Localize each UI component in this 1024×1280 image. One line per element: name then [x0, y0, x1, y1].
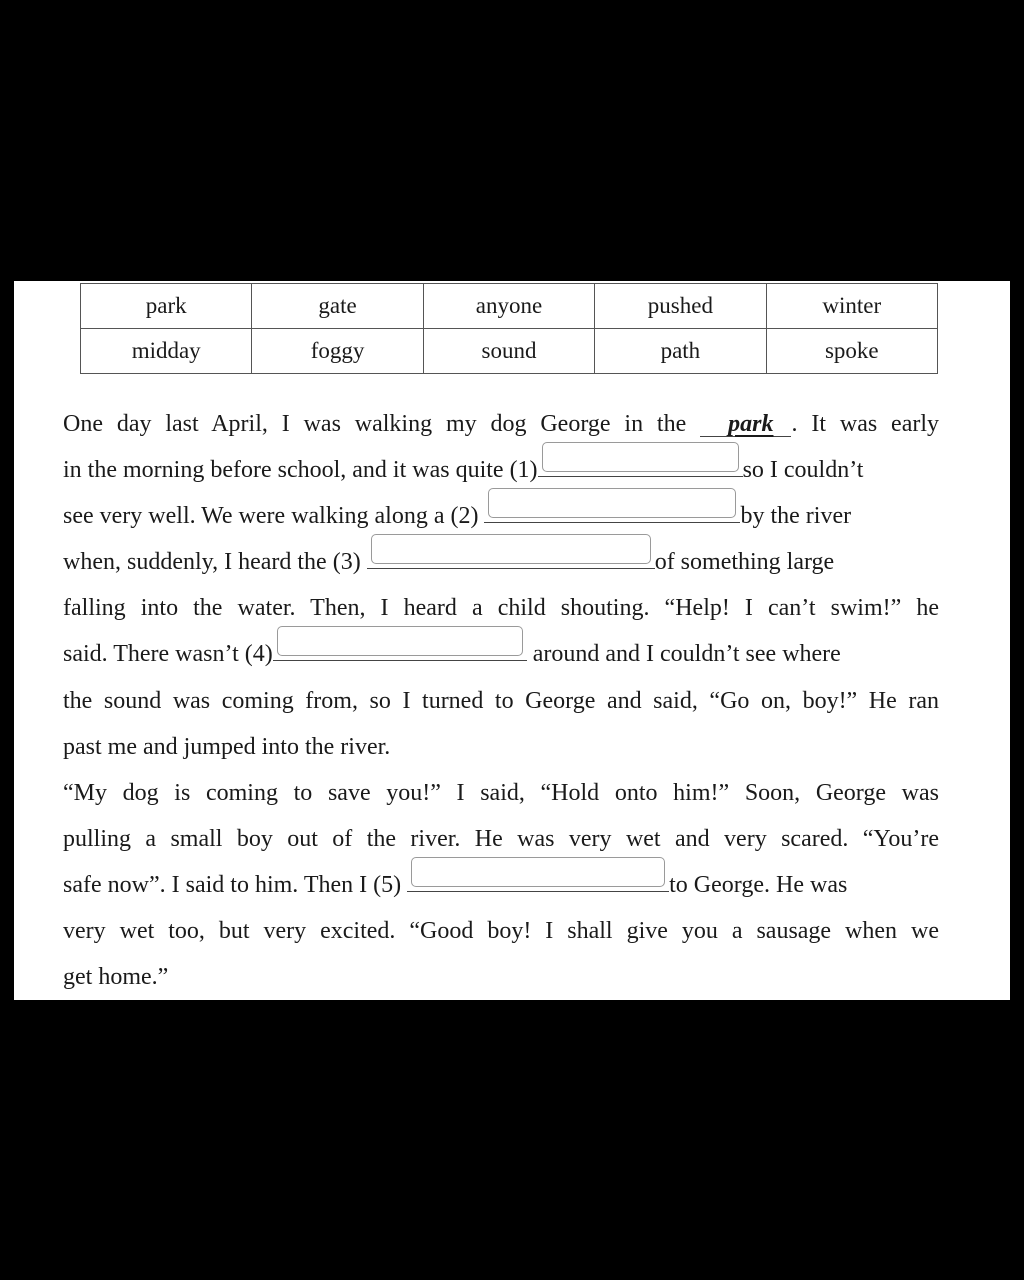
passage-line [63, 770, 939, 816]
passage-text: past me and jumped into the river. [63, 733, 391, 760]
example-answer-text: park [728, 411, 774, 437]
passage-text: . It was early [791, 411, 940, 437]
story-passage [63, 401, 939, 1000]
passage-text: when, suddenly, I heard the (3) [63, 549, 361, 576]
passage-line [63, 724, 939, 770]
passage-line [63, 631, 939, 677]
passage-line [63, 585, 939, 631]
answer-input-1[interactable] [542, 442, 739, 472]
passage-text: One day last April, I was walking my dog George in the [63, 411, 687, 437]
passage-text: said. There wasn’t (4) [63, 641, 273, 668]
answer-input-2[interactable] [488, 488, 736, 518]
word-bank-cell: spoke [766, 329, 937, 374]
passage-line [63, 954, 939, 1000]
passage-text: around and I couldn’t see where [532, 641, 841, 668]
word-bank-cell: foggy [252, 329, 423, 374]
answer-input-4[interactable] [277, 626, 523, 656]
answer-blank-2[interactable] [484, 498, 740, 523]
passage-line [63, 493, 939, 539]
word-bank-cell: midday [81, 329, 252, 374]
word-bank-cell: pushed [595, 284, 766, 329]
passage-text: by the river [740, 503, 852, 530]
passage-line [63, 678, 939, 724]
word-bank-cell: winter [766, 284, 937, 329]
passage-text: safe now”. I said to him. Then I (5) [63, 871, 402, 898]
word-bank-cell: gate [252, 284, 423, 329]
passage-line [63, 908, 939, 954]
passage-text: the sound was coming from, so I turned to George and said, “Go on, boy!” He ran [63, 687, 939, 714]
passage-text: “My dog is coming to save you!” I said, “Hold onto him!” Soon, George was [63, 779, 939, 806]
passage-text: get home.” [63, 964, 169, 991]
word-bank-table [80, 283, 938, 374]
answer-blank-1[interactable] [538, 452, 743, 477]
passage-text: so I couldn’t [742, 457, 864, 484]
passage-line [63, 447, 939, 493]
passage-line [63, 539, 939, 585]
passage-text: to George. He was [669, 871, 848, 898]
worksheet-page [14, 281, 1010, 1000]
word-bank-cell: sound [423, 329, 594, 374]
answer-blank-3[interactable] [367, 544, 655, 569]
passage-text: falling into the water. Then, I heard a child shouting. “Help! I can’t swim!” he [63, 595, 939, 622]
word-bank-cell: path [595, 329, 766, 374]
passage-text: in the morning before school, and it was quite (1) [63, 457, 538, 484]
answer-blank-5[interactable] [407, 867, 669, 892]
passage-text: pulling a small boy out of the river. He was very wet and very scared. “You’re [63, 825, 939, 852]
word-bank-cell: anyone [423, 284, 594, 329]
passage-line [63, 816, 939, 862]
passage-line [63, 401, 939, 447]
passage-text: of something large [654, 549, 835, 576]
word-bank-row [81, 284, 938, 329]
word-bank-cell: park [81, 284, 252, 329]
word-bank-row [81, 329, 938, 374]
answer-input-3[interactable] [371, 534, 651, 564]
answer-input-5[interactable] [411, 857, 665, 887]
example-answer [700, 412, 791, 437]
passage-line [63, 862, 939, 908]
passage-text: see very well. We were walking along a (2) [63, 503, 479, 530]
answer-blank-4[interactable] [273, 636, 527, 661]
passage-text: very wet too, but very excited. “Good boy! I shall give you a sausage when we [63, 918, 939, 945]
